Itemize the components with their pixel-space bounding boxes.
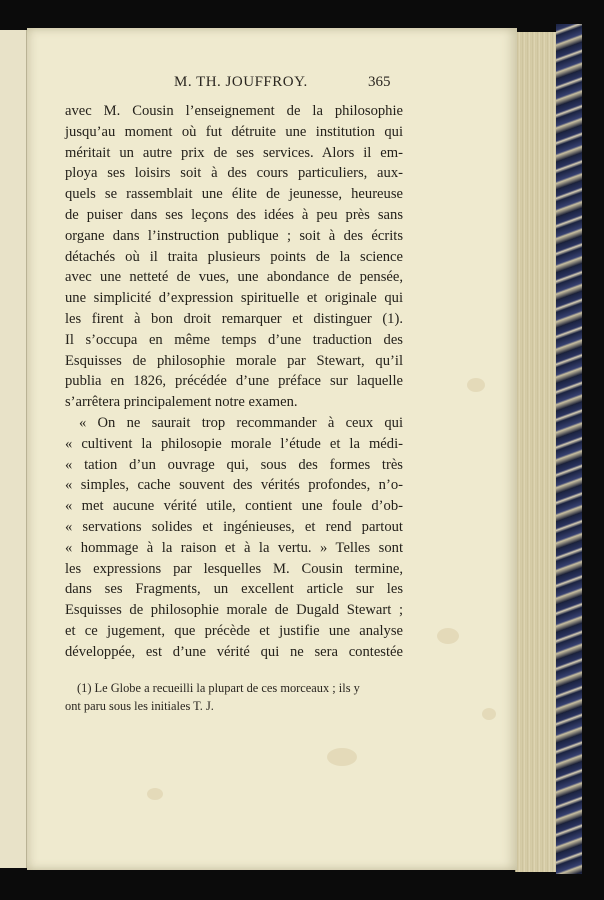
- text-line: quels se rassemblait une élite de jeunesse, heureuse: [65, 186, 403, 203]
- text-line: « simples, cache souvent des vérités profondes, n’o-: [65, 477, 403, 494]
- text-line: avec une netteté de vues, une abondance de pensée,: [65, 269, 403, 286]
- text-line: de puiser dans ses leçons des idées à peu près sans: [65, 206, 403, 223]
- text-line: Esquisses de philosophie morale de Dugald Stewart ;: [65, 602, 403, 619]
- text-line: « hommage à la raison et à la vertu. » Telles sont: [65, 539, 403, 556]
- text-line: Il s’occupa en même temps d’une traduction des: [65, 331, 403, 348]
- text-line: ploya ses loisirs soit à des cours particuliers, aux-: [65, 165, 403, 182]
- text-line: les firent à bon droit remarquer et distinguer (1).: [65, 310, 403, 327]
- text-line: « met aucune vérité utile, contient une foule d’ob-: [65, 498, 403, 515]
- text-line: dans ses Fragments, un excellent article sur les: [65, 581, 403, 598]
- text-line: « servations solides et ingénieuses, et rend partout: [65, 518, 403, 535]
- text-line: jusqu’au moment où fut détruite une institution qui: [65, 123, 403, 140]
- text-line: développée, est d’une vérité qui ne sera contestée: [65, 643, 403, 660]
- text-line: « cultivent la philosopie morale l’étude et la médi-: [65, 435, 403, 452]
- page-number: 365: [368, 74, 391, 90]
- text-line: publia en 1826, précédée d’une préface sur laquelle: [65, 373, 403, 390]
- page-block-edges: [515, 32, 556, 872]
- text-line: et ce jugement, que précède et justifie une analyse: [65, 622, 403, 639]
- text-line: organe dans l’instruction publique ; soit à des écrits: [65, 227, 403, 244]
- marbled-cover-edge: [556, 24, 582, 874]
- text-line: détachés où il traita plusieurs points de la science: [65, 248, 403, 265]
- text-line: une simplicité d’expression spirituelle et originale qui: [65, 290, 403, 307]
- footnote: [65, 679, 403, 715]
- text-line: « On ne saurait trop recommander à ceux qui: [79, 414, 403, 431]
- running-title: M. TH. JOUFFROY.: [174, 74, 308, 90]
- text-line: s’arrêtera principalement notre examen.: [65, 394, 298, 411]
- footnote-line: (1) Le Globe a recueilli la plupart de ces morceaux ; ils y: [77, 681, 360, 695]
- facing-page-edge: [0, 30, 27, 868]
- footnote-line: ont paru sous les initiales T. J.: [65, 699, 214, 713]
- text-line: Esquisses de philosophie morale par Stewart, qu’il: [65, 352, 403, 369]
- body-text: [65, 101, 403, 663]
- text-line: avec M. Cousin l’enseignement de la philosophie: [65, 103, 403, 119]
- text-line: « tation d’un ouvrage qui, sous des formes très: [65, 456, 403, 473]
- text-line: les expressions par lesquelles M. Cousin termine,: [65, 560, 403, 577]
- text-line: méritait un autre prix de ses services. Alors il em-: [65, 144, 403, 161]
